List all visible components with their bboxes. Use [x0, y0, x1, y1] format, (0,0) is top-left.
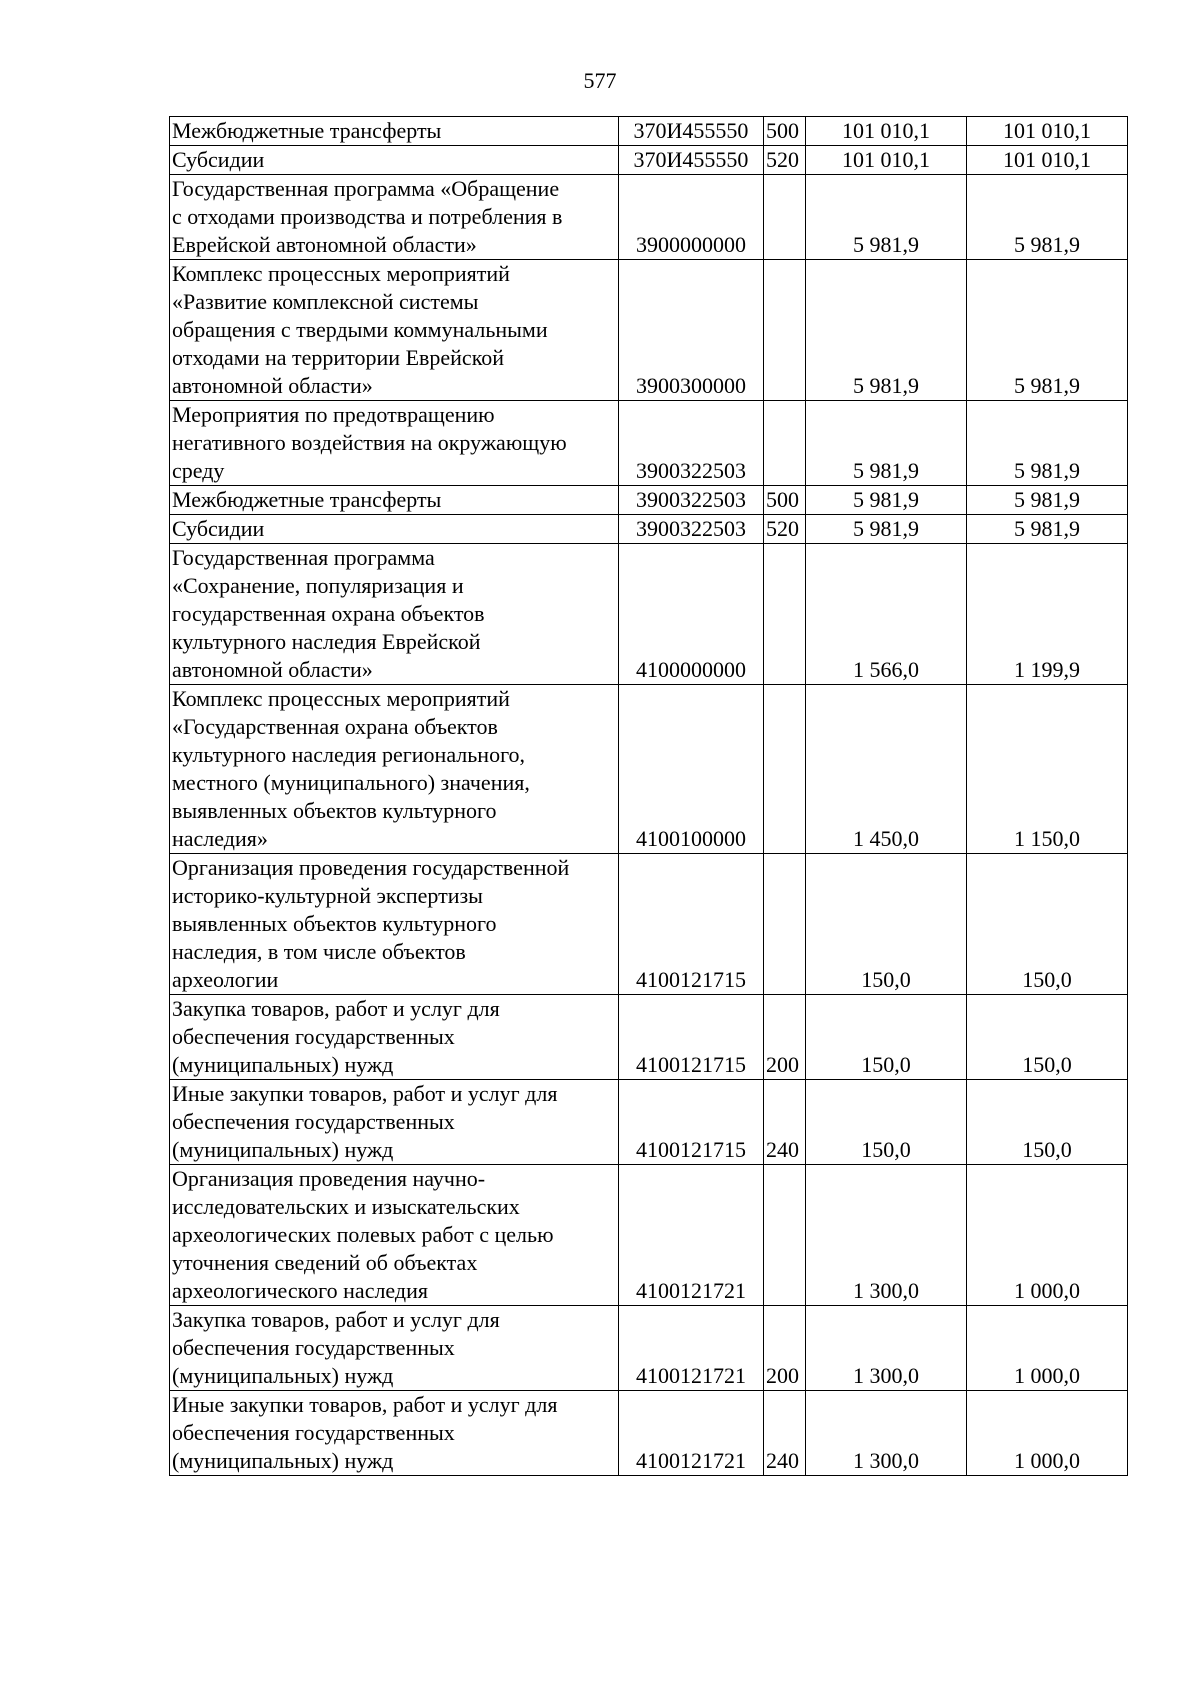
row-expense-type: 500	[764, 486, 806, 515]
row-target-code: 370И455550	[619, 117, 764, 146]
row-amount-2: 1 000,0	[967, 1306, 1128, 1391]
row-amount-1: 150,0	[806, 1080, 967, 1165]
table-row	[170, 260, 1128, 401]
row-expense-type	[764, 401, 806, 486]
row-name: Субсидии	[170, 515, 619, 544]
row-target-code: 3900322503	[619, 486, 764, 515]
row-expense-type	[764, 1165, 806, 1306]
row-amount-1: 1 300,0	[806, 1165, 967, 1306]
table-row	[170, 401, 1128, 486]
row-amount-2: 150,0	[967, 1080, 1128, 1165]
table-row	[170, 486, 1128, 515]
row-name: Комплекс процессных мероприятий «Государственная охрана объектов культурного наследия регионального, местного (муниципального) значения, выявленных объектов культурного наследия»	[170, 685, 619, 854]
row-amount-1: 5 981,9	[806, 486, 967, 515]
table-row	[170, 1391, 1128, 1476]
row-target-code: 3900322503	[619, 515, 764, 544]
row-amount-2: 101 010,1	[967, 117, 1128, 146]
row-amount-1: 150,0	[806, 995, 967, 1080]
row-name: Субсидии	[170, 146, 619, 175]
row-name: Иные закупки товаров, работ и услуг для обеспечения государственных (муниципальных) нужд	[170, 1080, 619, 1165]
row-expense-type: 520	[764, 146, 806, 175]
row-name: Организация проведения научно- исследовательских и изыскательских археологических полевых работ с целью уточнения сведений об объектах археологического наследия	[170, 1165, 619, 1306]
row-amount-1: 5 981,9	[806, 175, 967, 260]
budget-table-body	[170, 117, 1128, 1476]
row-target-code: 3900322503	[619, 401, 764, 486]
table-row	[170, 1165, 1128, 1306]
row-name: Государственная программа «Сохранение, популяризация и государственная охрана объектов культурного наследия Еврейской автономной области»	[170, 544, 619, 685]
table-row	[170, 1080, 1128, 1165]
row-amount-1: 101 010,1	[806, 117, 967, 146]
row-expense-type: 240	[764, 1391, 806, 1476]
table-row	[170, 1306, 1128, 1391]
row-expense-type	[764, 260, 806, 401]
row-amount-1: 101 010,1	[806, 146, 967, 175]
row-name: Закупка товаров, работ и услуг для обеспечения государственных (муниципальных) нужд	[170, 995, 619, 1080]
page-number: 577	[583, 68, 617, 93]
row-target-code: 4100121721	[619, 1391, 764, 1476]
row-amount-1: 5 981,9	[806, 515, 967, 544]
row-amount-1: 5 981,9	[806, 401, 967, 486]
row-target-code: 4100000000	[619, 544, 764, 685]
table-row	[170, 515, 1128, 544]
row-amount-1: 1 300,0	[806, 1306, 967, 1391]
row-amount-2: 1 150,0	[967, 685, 1128, 854]
row-name: Комплекс процессных мероприятий «Развитие комплексной системы обращения с твердыми коммунальными отходами на территории Еврейской автономной области»	[170, 260, 619, 401]
row-target-code: 4100100000	[619, 685, 764, 854]
row-expense-type	[764, 685, 806, 854]
row-target-code: 4100121721	[619, 1165, 764, 1306]
row-amount-2: 5 981,9	[967, 260, 1128, 401]
row-expense-type: 520	[764, 515, 806, 544]
row-target-code: 3900000000	[619, 175, 764, 260]
row-amount-2: 5 981,9	[967, 401, 1128, 486]
row-amount-2: 5 981,9	[967, 486, 1128, 515]
row-amount-1: 1 450,0	[806, 685, 967, 854]
table-row	[170, 175, 1128, 260]
row-expense-type	[764, 854, 806, 995]
row-name: Закупка товаров, работ и услуг для обеспечения государственных (муниципальных) нужд	[170, 1306, 619, 1391]
row-target-code: 370И455550	[619, 146, 764, 175]
row-target-code: 3900300000	[619, 260, 764, 401]
table-row	[170, 854, 1128, 995]
table-row	[170, 685, 1128, 854]
row-target-code: 4100121721	[619, 1306, 764, 1391]
table-row	[170, 544, 1128, 685]
row-expense-type: 240	[764, 1080, 806, 1165]
row-expense-type: 200	[764, 1306, 806, 1391]
row-target-code: 4100121715	[619, 1080, 764, 1165]
row-amount-2: 101 010,1	[967, 146, 1128, 175]
table-row	[170, 146, 1128, 175]
row-name: Мероприятия по предотвращению негативного воздействия на окружающую среду	[170, 401, 619, 486]
row-amount-2: 1 199,9	[967, 544, 1128, 685]
row-amount-1: 5 981,9	[806, 260, 967, 401]
row-name: Межбюджетные трансферты	[170, 117, 619, 146]
row-amount-1: 1 566,0	[806, 544, 967, 685]
row-name: Межбюджетные трансферты	[170, 486, 619, 515]
row-amount-2: 5 981,9	[967, 175, 1128, 260]
row-amount-2: 150,0	[967, 854, 1128, 995]
row-name: Иные закупки товаров, работ и услуг для обеспечения государственных (муниципальных) нужд	[170, 1391, 619, 1476]
row-amount-2: 1 000,0	[967, 1165, 1128, 1306]
table-row	[170, 117, 1128, 146]
row-expense-type	[764, 544, 806, 685]
row-name: Государственная программа «Обращение с отходами производства и потребления в Еврейской автономной области»	[170, 175, 619, 260]
row-amount-1: 1 300,0	[806, 1391, 967, 1476]
row-amount-2: 1 000,0	[967, 1391, 1128, 1476]
table-row	[170, 995, 1128, 1080]
row-amount-2: 150,0	[967, 995, 1128, 1080]
row-target-code: 4100121715	[619, 995, 764, 1080]
row-expense-type	[764, 175, 806, 260]
row-amount-2: 5 981,9	[967, 515, 1128, 544]
row-expense-type: 200	[764, 995, 806, 1080]
row-expense-type: 500	[764, 117, 806, 146]
row-amount-1: 150,0	[806, 854, 967, 995]
row-target-code: 4100121715	[619, 854, 764, 995]
budget-table	[169, 116, 1128, 1476]
row-name: Организация проведения государственной историко-культурной экспертизы выявленных объектов культурного наследия, в том числе объектов археологии	[170, 854, 619, 995]
